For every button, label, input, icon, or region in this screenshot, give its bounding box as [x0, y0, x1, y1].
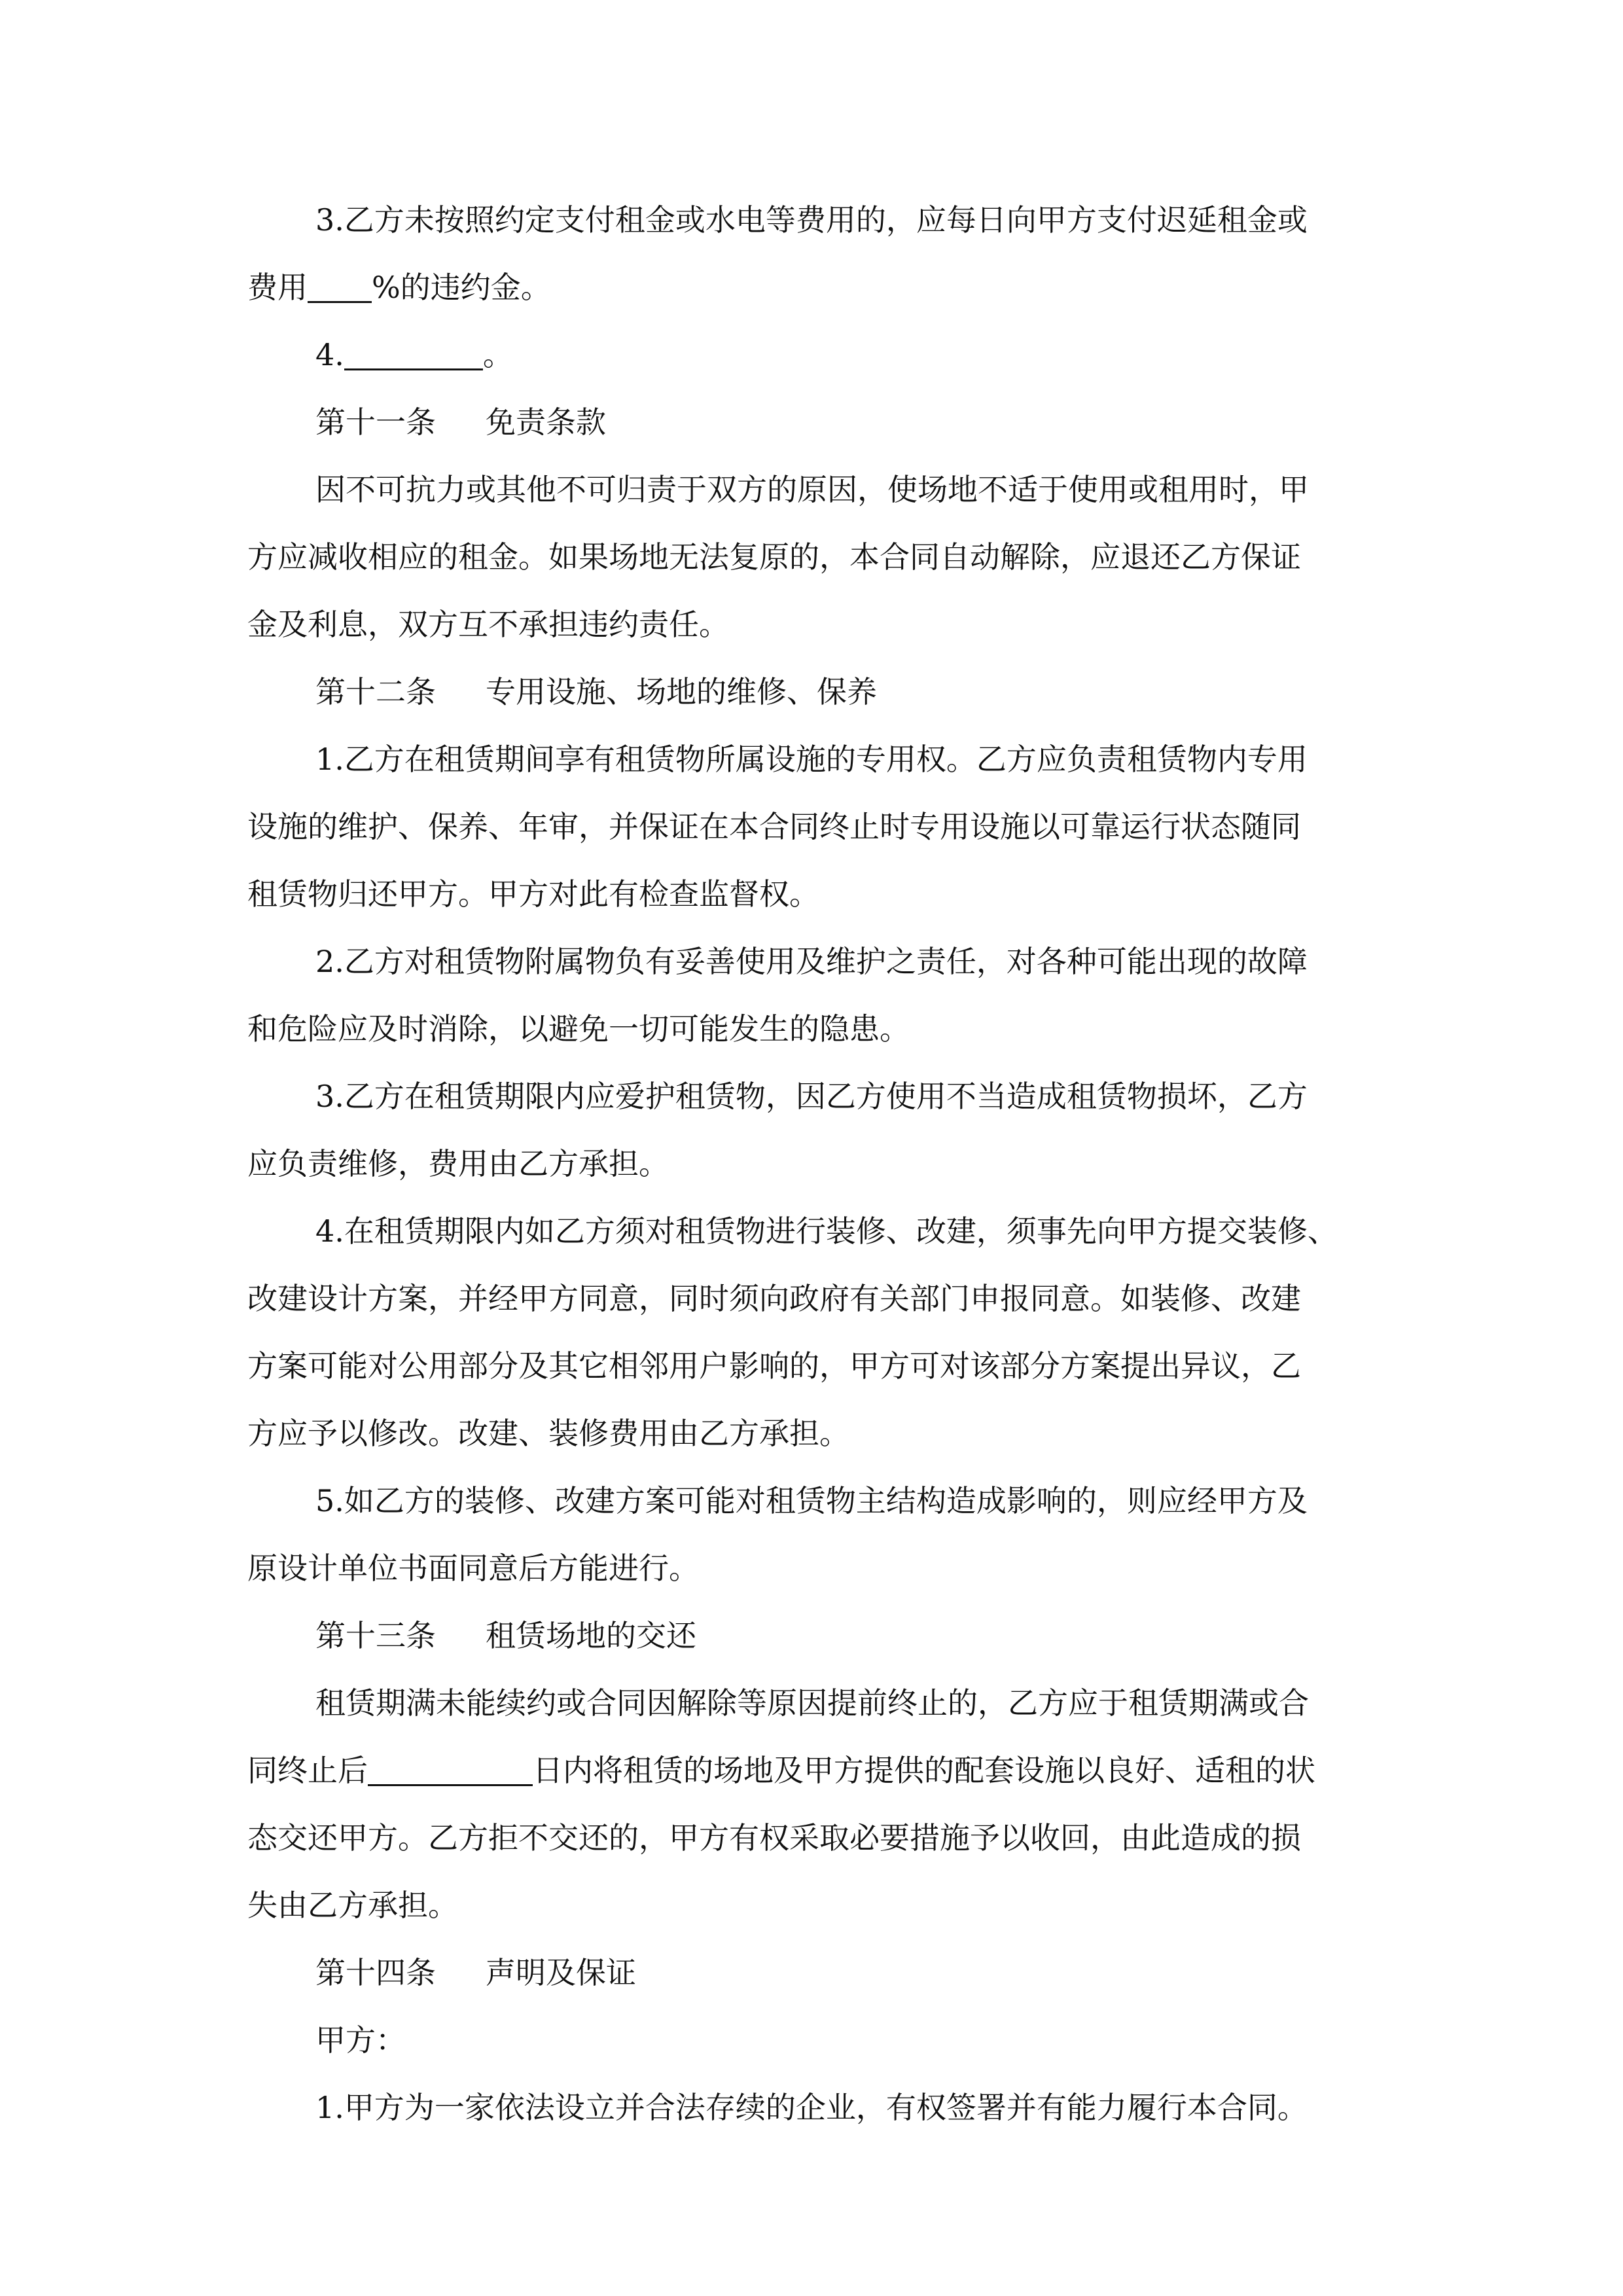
article-title: 专用设施、场地的维修、保养: [486, 674, 877, 709]
article-number: 第十四条: [315, 1955, 436, 1990]
paragraph-line: 改建设计方案，并经甲方同意，同时须向政府有关部门申报同意。如装修、改建: [247, 1281, 1301, 1316]
paragraph-line: 3.乙方未按照约定支付租金或水电等费用的，应每日向甲方支付迟延租金或: [315, 202, 1308, 238]
article-number: 第十三条: [315, 1618, 436, 1653]
paragraph-line: 方应予以修改。改建、装修费用由乙方承担。: [247, 1416, 849, 1451]
fill-in-blank: [368, 1758, 533, 1786]
fill-in-blank: [344, 342, 483, 370]
paragraph-line: 4.在租赁期限内如乙方须对租赁物进行装修、改建，须事先向甲方提交装修、: [315, 1213, 1338, 1249]
article-heading: [315, 1612, 696, 1659]
paragraph-line: 应负责维修，费用由乙方承担。: [247, 1146, 669, 1181]
paragraph-line: 1.甲方为一家依法设立并合法存续的企业，有权签署并有能力履行本合同。: [315, 2090, 1308, 2125]
paragraph-line: 2.乙方对租赁物附属物负有妥善使用及维护之责任，对各种可能出现的故障: [315, 944, 1308, 979]
line-text: 费用: [247, 270, 308, 305]
paragraph-line: 方案可能对公用部分及其它相邻用户影响的，甲方可对该部分方案提出异议，乙: [247, 1348, 1301, 1384]
paragraph-line: [315, 331, 513, 378]
paragraph-line: 态交还甲方。乙方拒不交还的，甲方有权采取必要措施予以收回，由此造成的损: [247, 1820, 1301, 1856]
paragraph-line: [247, 1747, 1315, 1794]
article-number: 第十二条: [315, 674, 436, 709]
line-text: 4.: [315, 337, 344, 372]
paragraph-line: 3.乙方在租赁期限内应爱护租赁物，因乙方使用不当造成租赁物损坏，乙方: [315, 1079, 1308, 1114]
paragraph-line: 失由乙方承担。: [247, 1888, 458, 1923]
paragraph-line: 因不可抗力或其他不可归责于双方的原因，使场地不适于使用或租用时，甲: [315, 472, 1309, 507]
line-text: 同终止后: [247, 1753, 368, 1788]
paragraph-line: 设施的维护、保养、年审，并保证在本合同终止时专用设施以可靠运行状态随同: [247, 809, 1301, 844]
article-title: 免责条款: [486, 404, 606, 440]
fill-in-blank: [308, 275, 372, 303]
paragraph-line: 金及利息，双方互不承担违约责任。: [247, 607, 729, 642]
paragraph-line: [247, 264, 551, 311]
article-heading: [315, 1949, 636, 1996]
paragraph-line: 租赁物归还甲方。甲方对此有检查监督权。: [247, 876, 819, 912]
line-text: %的违约金。: [372, 270, 551, 305]
paragraph-line: 和危险应及时消除，以避免一切可能发生的隐患。: [247, 1011, 910, 1047]
article-title: 租赁场地的交还: [486, 1618, 696, 1653]
paragraph-line: 5.如乙方的装修、改建方案可能对租赁物主结构造成影响的，则应经甲方及: [315, 1483, 1308, 1518]
article-heading: [315, 668, 877, 715]
article-heading: [315, 399, 606, 446]
line-text: 日内将租赁的场地及甲方提供的配套设施以良好、适租的状: [533, 1753, 1315, 1788]
line-text: 。: [482, 337, 513, 372]
paragraph-line: 原设计单位书面同意后方能进行。: [247, 1551, 699, 1586]
article-title: 声明及保证: [486, 1955, 636, 1990]
article-number: 第十一条: [315, 404, 436, 440]
paragraph-line: 租赁期满未能续约或合同因解除等原因提前终止的，乙方应于租赁期满或合: [315, 1685, 1309, 1721]
paragraph-line: 方应减收相应的租金。如果场地无法复原的，本合同自动解除，应退还乙方保证: [247, 539, 1301, 575]
paragraph-line: 甲方：: [315, 2022, 406, 2058]
paragraph-line: 1.乙方在租赁期间享有租赁物所属设施的专用权。乙方应负责租赁物内专用: [315, 742, 1308, 777]
